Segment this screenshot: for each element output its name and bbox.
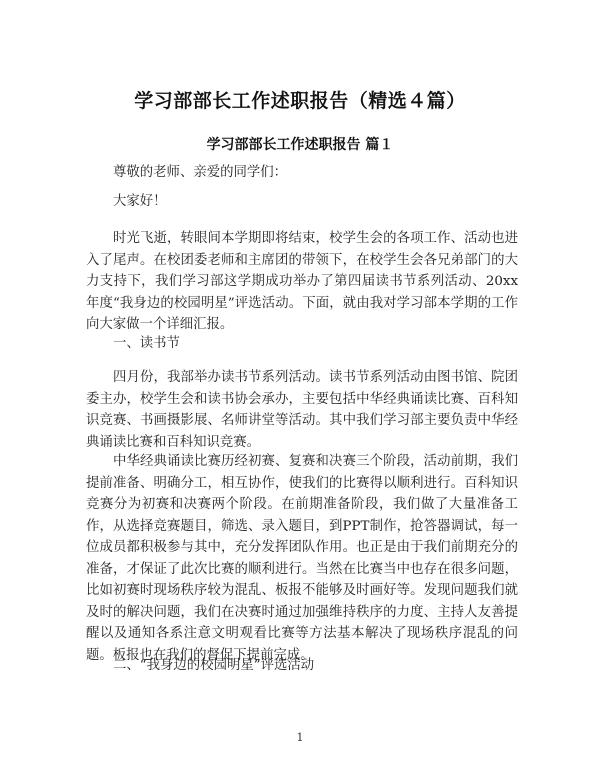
document-title: 学习部部长工作述职报告（精选４篇） [134, 90, 466, 112]
section-1-heading: 一、读书节 [113, 336, 180, 351]
section-1-paragraph-1: 四月份，我部举办读书节系列活动。读书节系列活动由图书馆、院团委主办，校学生会和读书协会承办，主要包括中华经典诵读比赛、百科知识竞赛、书画摄影展、名师讲堂等活动。其中我们学习部主要负责中华经典诵读比赛和百科知识竞赛。 [86, 370, 518, 450]
document-subtitle: 学习部部长工作述职报告 篇１ [206, 137, 394, 153]
hello: 大家好！ [113, 194, 167, 209]
page-number: 1 [296, 731, 304, 744]
greeting: 尊敬的老师、亲爱的同学们： [113, 165, 288, 180]
section-1-paragraph-2: 中华经典诵读比赛历经初赛、复赛和决赛三个阶段，活动前期，我们提前准备、明确分工，相互协作，使我们的比赛得以顺利进行。百科知识竞赛分为初赛和决赛两个阶段。在前期准备阶段，我们做了大量准备工作，从选择竞赛题目，筛选、录入题目，到PPT制作，抢答器调试，每一位成员都积极参与其中，充分发挥团队作用。也正是由于我们前期充分的准备，才保证了此次比赛的顺利进行。当然在比赛当中也存在很多问题，比如初赛时现场秩序较为混乱、板报不能够及时画好等。发现问题我们就及时的解决问题，我们在决赛时通过加强维持秩序的力度、主持人友善提醒以及通知各系注意文明观看比赛等方法基本解决了现场秩序混乱的问题。板报也在我们的督促下提前完成。 [86, 454, 518, 663]
intro-paragraph: 时光飞逝，转眼间本学期即将结束，校学生会的各项工作、活动也进入了尾声。在校团委老师和主席团的带领下，在校学生会各兄弟部门的大力支持下，我们学习部这学期成功举办了第四届读书节系列活动、20xx年度“我身边的校园明星”评选活动。下面，就由我对学习部本学期的工作向大家做一个详细汇报。 [86, 231, 518, 332]
section-2-heading: 二、“我身边的校园明星”评选活动 [113, 658, 315, 673]
